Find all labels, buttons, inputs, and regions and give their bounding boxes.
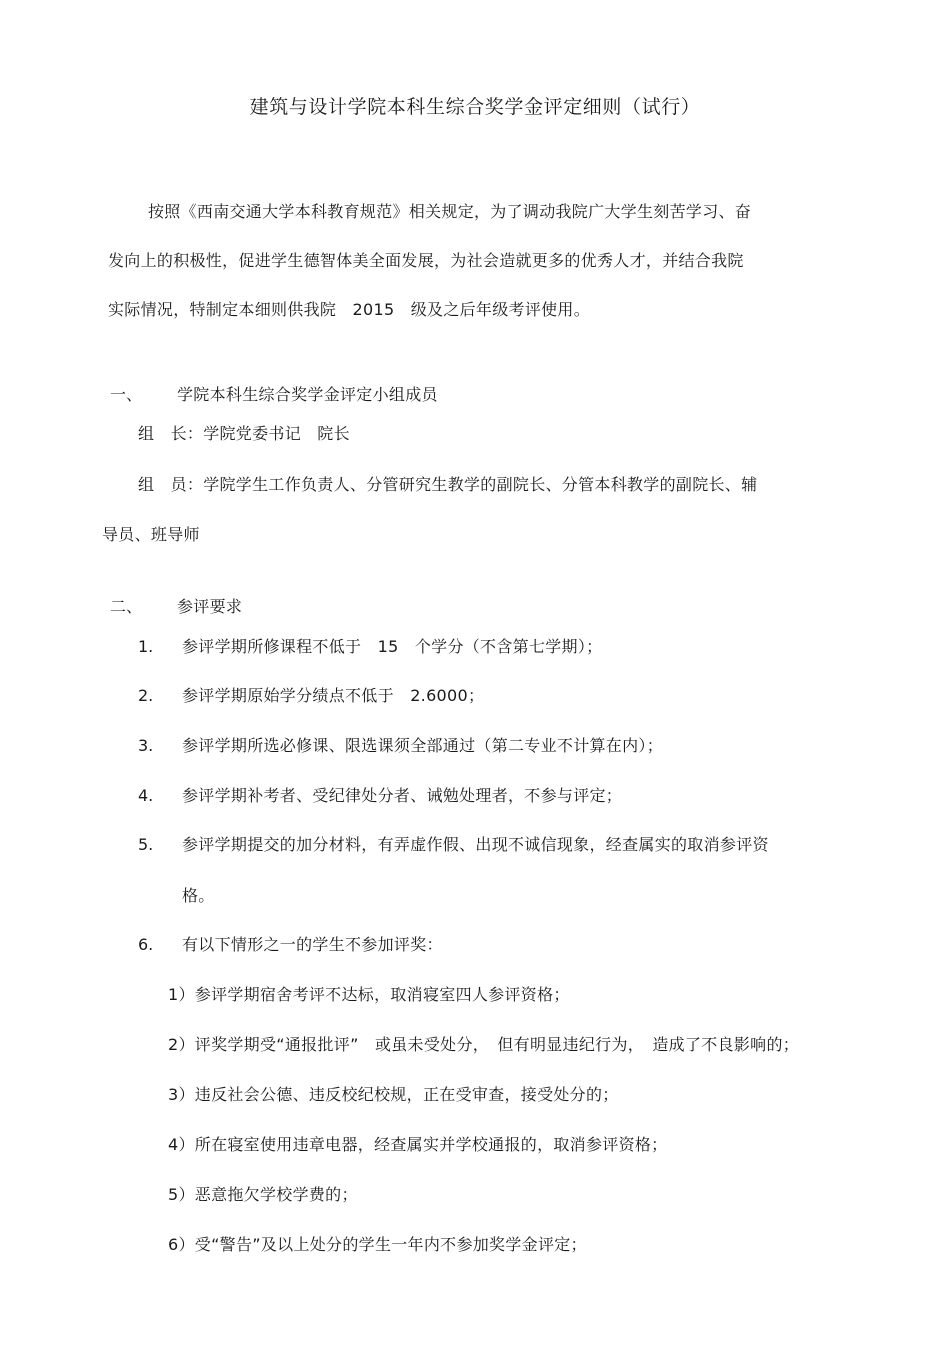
- exclusion-item: 2）评奖学期受“通报批评” 或虽未受处分， 但有明显违纪行为， 造成了不良影响的；: [168, 1035, 800, 1054]
- requirement-number: 5.: [138, 835, 154, 854]
- exclusion-item: 6）受“警告”及以上处分的学生一年内不参加奖学金评定；: [168, 1235, 587, 1254]
- section-1-members-line-1: 组 员：学院学生工作负责人、分管研究生教学的副院长、分管本科教学的副院长、辅: [138, 475, 758, 494]
- section-1-leader: 组 长：学院党委书记 院长: [138, 424, 350, 443]
- exclusion-item: 5）恶意拖欠学校学费的；: [168, 1185, 358, 1204]
- requirement-number: 6.: [138, 935, 154, 954]
- section-2-number: 二、: [110, 597, 143, 616]
- requirement-text: 参评学期补考者、受纪律处分者、诫勉处理者，不参与评定；: [182, 786, 623, 805]
- intro-line-1: 按照《西南交通大学本科教育规范》相关规定，为了调动我院广大学生刻苦学习、奋: [148, 202, 752, 221]
- exclusion-item: 4）所在寝室使用违章电器，经查属实并学校通报的，取消参评资格；: [168, 1135, 668, 1154]
- section-1-members-line-2: 导员、班导师: [102, 525, 200, 544]
- requirement-text: 参评学期原始学分绩点不低于 2.6000；: [182, 686, 485, 705]
- requirement-text: 参评学期所修课程不低于 15 个学分（不含第七学期）；: [182, 637, 603, 656]
- requirement-text-continuation: 格。: [182, 886, 215, 905]
- section-1-heading: 学院本科生综合奖学金评定小组成员: [177, 385, 438, 404]
- section-1-number: 一、: [110, 385, 143, 404]
- requirement-number: 1.: [138, 637, 154, 656]
- requirement-number: 4.: [138, 786, 154, 805]
- intro-line-2: 发向上的积极性，促进学生德智体美全面发展，为社会造就更多的优秀人才，并结合我院: [108, 251, 744, 270]
- document-title: 建筑与设计学院本科生综合奖学金评定细则（试行）: [249, 96, 701, 118]
- requirement-number: 3.: [138, 736, 154, 755]
- requirement-text: 有以下情形之一的学生不参加评奖：: [182, 935, 443, 954]
- exclusion-item: 3）违反社会公德、违反校纪校规，正在受审查，接受处分的；: [168, 1085, 619, 1104]
- section-2-heading: 参评要求: [177, 597, 243, 616]
- requirement-text: 参评学期提交的加分材料，有弄虚作假、出现不诚信现象，经查属实的取消参评资: [182, 835, 769, 854]
- exclusion-item: 1）参评学期宿舍考评不达标，取消寝室四人参评资格；: [168, 985, 570, 1004]
- intro-line-3: 实际情况，特制定本细则供我院 2015 级及之后年级考评使用。: [108, 300, 591, 319]
- requirement-text: 参评学期所选必修课、限选课须全部通过（第二专业不计算在内）；: [182, 736, 664, 755]
- requirement-number: 2.: [138, 686, 154, 705]
